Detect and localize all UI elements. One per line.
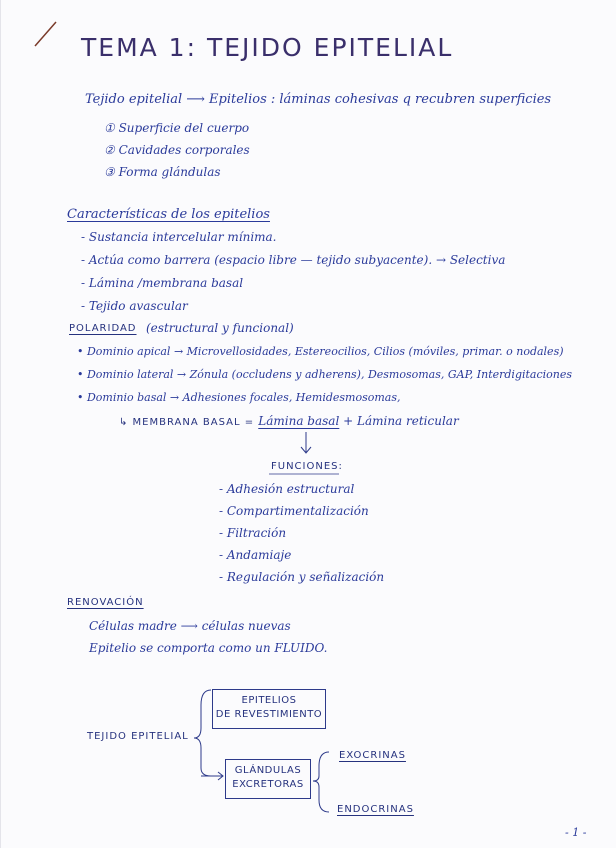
- endocrine-label: ENDOCRINAS: [337, 804, 414, 815]
- lining-epithelia-line-1: EPITELIOS: [241, 695, 297, 706]
- glands-brace: [313, 752, 329, 812]
- polarity-heading: POLARIDAD: [69, 323, 137, 334]
- polarity-item-apical: • Dominio apical → Microvellosidades, Estereocilios, Cilios (móviles, primar. o nodales): [77, 345, 564, 358]
- polarity-item-basal: • Dominio basal → Adhesiones focales, Hemidesmosomas,: [77, 391, 401, 404]
- excretory-glands-box: [225, 759, 311, 799]
- exocrine-label: EXOCRINAS: [339, 750, 406, 761]
- function-item-5: - Regulación y señalización: [219, 570, 385, 584]
- characteristics-heading: Características de los epitelios: [67, 207, 270, 222]
- epithelium-definition: Tejido epitelial ⟶ Epitelios : láminas cohesivas q recubren superficies: [85, 92, 552, 107]
- intro-item-2: ② Cavidades corporales: [104, 143, 250, 157]
- lamina-reticular-label: + Lámina reticular: [339, 414, 459, 428]
- basal-membrane-prefix: ↳ MEMBRANA BASAL =: [119, 417, 259, 428]
- functions-heading: FUNCIONES:: [271, 461, 343, 472]
- polarity-item-lateral: • Dominio lateral → Zónula (occludens y adherens), Desmosomas, GAP, Interdigitaciones: [77, 368, 573, 381]
- renewal-line-1: Células madre ⟶ células nuevas: [89, 619, 291, 633]
- basal-membrane-line: [119, 414, 459, 428]
- characteristic-item-1: - Sustancia intercelular mínima.: [81, 230, 277, 244]
- renewal-heading: RENOVACIÓN: [67, 597, 144, 608]
- lamina-basal-label: Lámina basal: [258, 414, 340, 428]
- intro-item-1: ① Superficie del cuerpo: [104, 121, 250, 135]
- characteristic-item-2: - Actúa como barrera (espacio libre — tejido subyacente). → Selectiva: [81, 253, 506, 267]
- function-item-3: - Filtración: [219, 526, 287, 540]
- excretory-glands-line-2: EXCRETORAS: [232, 779, 304, 790]
- diagram-root-label: TEJIDO EPITELIAL: [87, 731, 189, 742]
- renewal-line-2: Epitelio se comporta como un FLUIDO.: [89, 641, 328, 655]
- lining-epithelia-line-2: DE REVESTIMIENTO: [215, 709, 323, 720]
- characteristic-item-3: - Lámina /membrana basal: [81, 276, 244, 290]
- function-item-1: - Adhesión estructural: [219, 482, 355, 496]
- main-brace: [194, 690, 211, 776]
- characteristic-item-4: - Tejido avascular: [81, 299, 188, 313]
- excretory-glands-line-1: GLÁNDULAS: [234, 765, 302, 776]
- intro-item-3: ③ Forma glándulas: [104, 165, 221, 179]
- pen-stroke-mark: [35, 22, 56, 46]
- function-item-2: - Compartimentalización: [219, 504, 369, 518]
- lining-epithelia-box: [212, 689, 326, 729]
- page-number: - 1 -: [565, 826, 587, 839]
- polarity-qualifier: (estructural y funcional): [146, 321, 294, 335]
- function-item-4: - Andamiaje: [219, 548, 292, 562]
- page-title: TEMA 1: TEJIDO EPITELIAL: [81, 33, 454, 62]
